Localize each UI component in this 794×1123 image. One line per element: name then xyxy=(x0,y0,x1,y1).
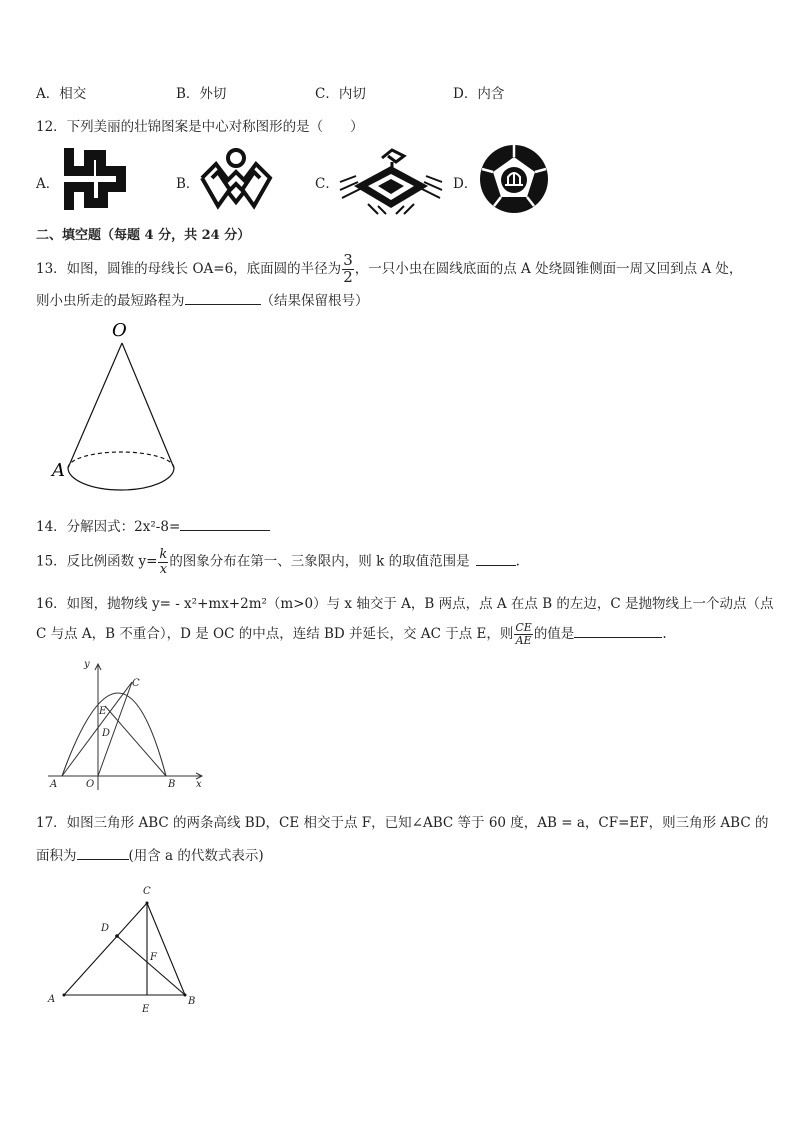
pattern-b-icon xyxy=(198,146,274,212)
q16-frac-den: AE xyxy=(515,634,532,647)
q16-fraction xyxy=(514,622,532,646)
q16-line1: 16．如图，抛物线 y= - x²+mx+2m²（m>0）与 x 轴交于 A，B 两点，点 A 在点 B 的左边，C 是抛物线上一个动点（点 xyxy=(36,596,774,612)
q17-answer-blank[interactable] xyxy=(77,859,129,860)
q15-pre: 15．反比例函数 y= xyxy=(36,553,158,570)
q15-post: 的图象分布在第一、三象限内，则 k 的取值范围是 xyxy=(169,553,470,570)
q17-line2-pre: 面积为 xyxy=(36,848,77,864)
point-label-c: C xyxy=(132,678,140,689)
tri-label-c: C xyxy=(143,886,151,897)
q15-line xyxy=(36,548,520,576)
cone-label-a: A xyxy=(52,460,65,481)
axis-label-x: x xyxy=(196,779,202,790)
tri-label-b: B xyxy=(188,996,196,1007)
q13-frac-num: 3 xyxy=(343,251,353,269)
q13-answer-blank[interactable] xyxy=(185,304,261,305)
parabola-figure xyxy=(40,656,210,794)
q15-frac-num: k xyxy=(159,547,168,562)
q14-answer-blank[interactable] xyxy=(180,530,270,531)
tri-label-e: E xyxy=(142,1004,150,1015)
q13-text-part2: ，一只小虫在圆线底面的点 A 处绕圆锥侧面一周又回到点 A 处， xyxy=(354,260,743,277)
q13-line2-post: （结果保留根号） xyxy=(260,293,369,309)
q11-option-d: D．内含 xyxy=(453,86,505,102)
pattern-c-icon xyxy=(338,146,444,216)
q11-option-c: C．内切 xyxy=(315,86,366,102)
q16-line2-pre: C 与点 A，B 不重合），D 是 OC 的中点，连结 BD 并延长，交 AC 于点 E，则 xyxy=(36,626,514,642)
q15-answer-blank[interactable] xyxy=(476,565,516,566)
q12-question: 12．下列美丽的壮锦图案是中心对称图形的是（ ） xyxy=(36,119,364,135)
point-label-e: E xyxy=(99,706,107,717)
q17-line2-post: (用含 a 的代数式表示) xyxy=(128,848,264,864)
q16-answer-blank[interactable] xyxy=(574,637,662,638)
q17-line1: 17．如图三角形 ABC 的两条高线 BD，CE 相交于点 F，已知∠ABC 等于 60 度，AB = a，CF=EF，则三角形 ABC 的 xyxy=(36,815,769,831)
q13-line2 xyxy=(36,289,369,309)
tri-label-a: A xyxy=(48,994,56,1005)
point-label-d: D xyxy=(102,728,111,739)
tri-label-d: D xyxy=(101,923,110,934)
pattern-d-icon xyxy=(478,143,550,215)
axis-label-y: y xyxy=(84,659,90,670)
triangle-figure xyxy=(40,878,210,1018)
q16-line2-post: 的值是 xyxy=(533,626,575,642)
q16-frac-num: CE xyxy=(515,621,532,635)
q12-label-c: C． xyxy=(315,176,339,192)
q15-end: . xyxy=(515,553,520,570)
q12-label-a: A． xyxy=(36,176,60,192)
q13-text-part1: 13．如图，圆锥的母线长 OA=6，底面圆的半径为 xyxy=(36,260,342,277)
q16-end: . xyxy=(662,626,667,642)
point-label-b: B xyxy=(168,779,176,790)
tri-label-f: F xyxy=(150,952,157,963)
q14-text: 14．分解因式：2x²-8= xyxy=(36,519,181,535)
q12-label-b: B． xyxy=(176,176,200,192)
q12-label-d: D． xyxy=(453,176,478,192)
q15-frac-den: x xyxy=(159,561,168,577)
pattern-a-icon xyxy=(62,146,128,212)
q13-line1 xyxy=(36,253,742,286)
cone-label-o: O xyxy=(112,320,127,341)
q13-fraction xyxy=(342,253,354,286)
q16-line2 xyxy=(36,622,667,647)
point-label-o: O xyxy=(86,779,95,790)
q14-line xyxy=(36,515,270,535)
q13-line2-pre: 则小虫所走的最短路程为 xyxy=(36,293,185,309)
q13-frac-den: 2 xyxy=(343,267,353,286)
q15-fraction xyxy=(158,548,168,576)
cone-figure xyxy=(44,316,194,496)
q11-option-b: B．外切 xyxy=(176,86,227,102)
point-label-a: A xyxy=(50,779,58,790)
q17-line2 xyxy=(36,844,264,864)
q11-option-a: A．相交 xyxy=(36,86,87,102)
section-heading: 二、填空题（每题 4 分，共 24 分） xyxy=(36,228,251,243)
